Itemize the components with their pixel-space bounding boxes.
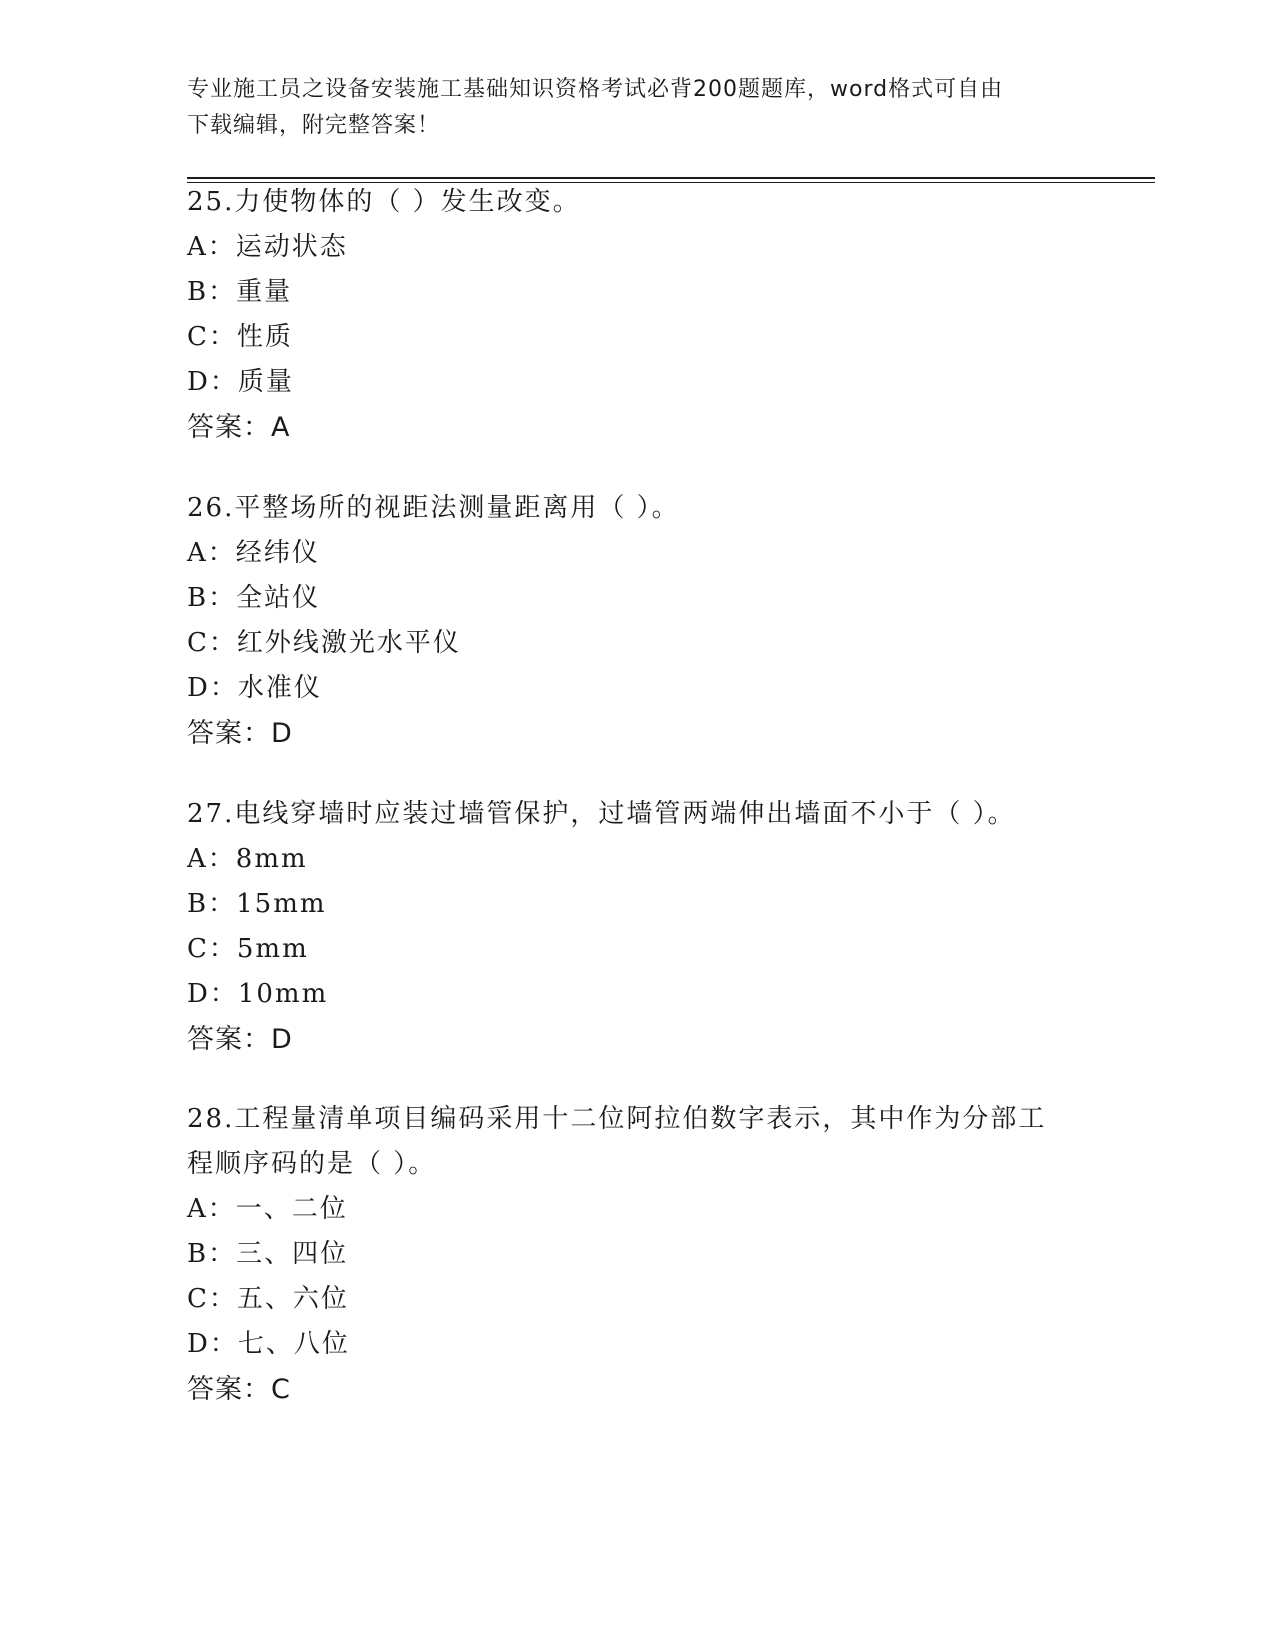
question-28 bbox=[187, 1097, 1087, 1412]
answer: 答案：D bbox=[187, 1024, 293, 1055]
option-c: C：5mm bbox=[187, 934, 309, 964]
question-stem-line-1: 28.工程量清单项目编码采用十二位阿拉伯数字表示，其中作为分部工 bbox=[187, 1104, 1047, 1134]
question-27 bbox=[187, 792, 1087, 1062]
question-stem: 25.力使物体的（ ）发生改变。 bbox=[187, 187, 581, 217]
header-line-2: 下载编辑，附完整答案！ bbox=[187, 113, 441, 138]
option-d: D：七、八位 bbox=[187, 1329, 350, 1359]
header-line-1: 专业施工员之设备安装施工基础知识资格考试必背200题题库，word格式可自由 bbox=[187, 77, 1004, 102]
option-b: B：三、四位 bbox=[187, 1239, 349, 1269]
answer: 答案：C bbox=[187, 1374, 291, 1405]
option-d: D：质量 bbox=[187, 367, 294, 397]
option-b: B：全站仪 bbox=[187, 583, 321, 613]
option-c: C：红外线激光水平仪 bbox=[187, 628, 461, 658]
option-d: D：水准仪 bbox=[187, 673, 322, 703]
option-c: C：性质 bbox=[187, 322, 293, 352]
option-a: A：8mm bbox=[187, 844, 308, 874]
answer: 答案：A bbox=[187, 412, 291, 443]
question-stem: 27.电线穿墙时应装过墙管保护，过墙管两端伸出墙面不小于（ ）。 bbox=[187, 799, 1016, 829]
option-a: A：经纬仪 bbox=[187, 538, 320, 568]
question-stem-line-2: 程顺序码的是（ ）。 bbox=[187, 1149, 437, 1179]
option-b: B：重量 bbox=[187, 277, 293, 307]
option-d: D：10mm bbox=[187, 979, 329, 1009]
answer: 答案：D bbox=[187, 718, 293, 749]
option-c: C：五、六位 bbox=[187, 1284, 349, 1314]
question-26 bbox=[187, 486, 1087, 756]
header-divider bbox=[187, 177, 1155, 179]
question-25 bbox=[187, 180, 1087, 450]
option-a: A：运动状态 bbox=[187, 232, 348, 262]
option-a: A：一、二位 bbox=[187, 1194, 348, 1224]
question-stem: 26.平整场所的视距法测量距离用（ ）。 bbox=[187, 493, 680, 523]
option-b: B：15mm bbox=[187, 889, 327, 919]
document-header bbox=[187, 72, 1067, 144]
